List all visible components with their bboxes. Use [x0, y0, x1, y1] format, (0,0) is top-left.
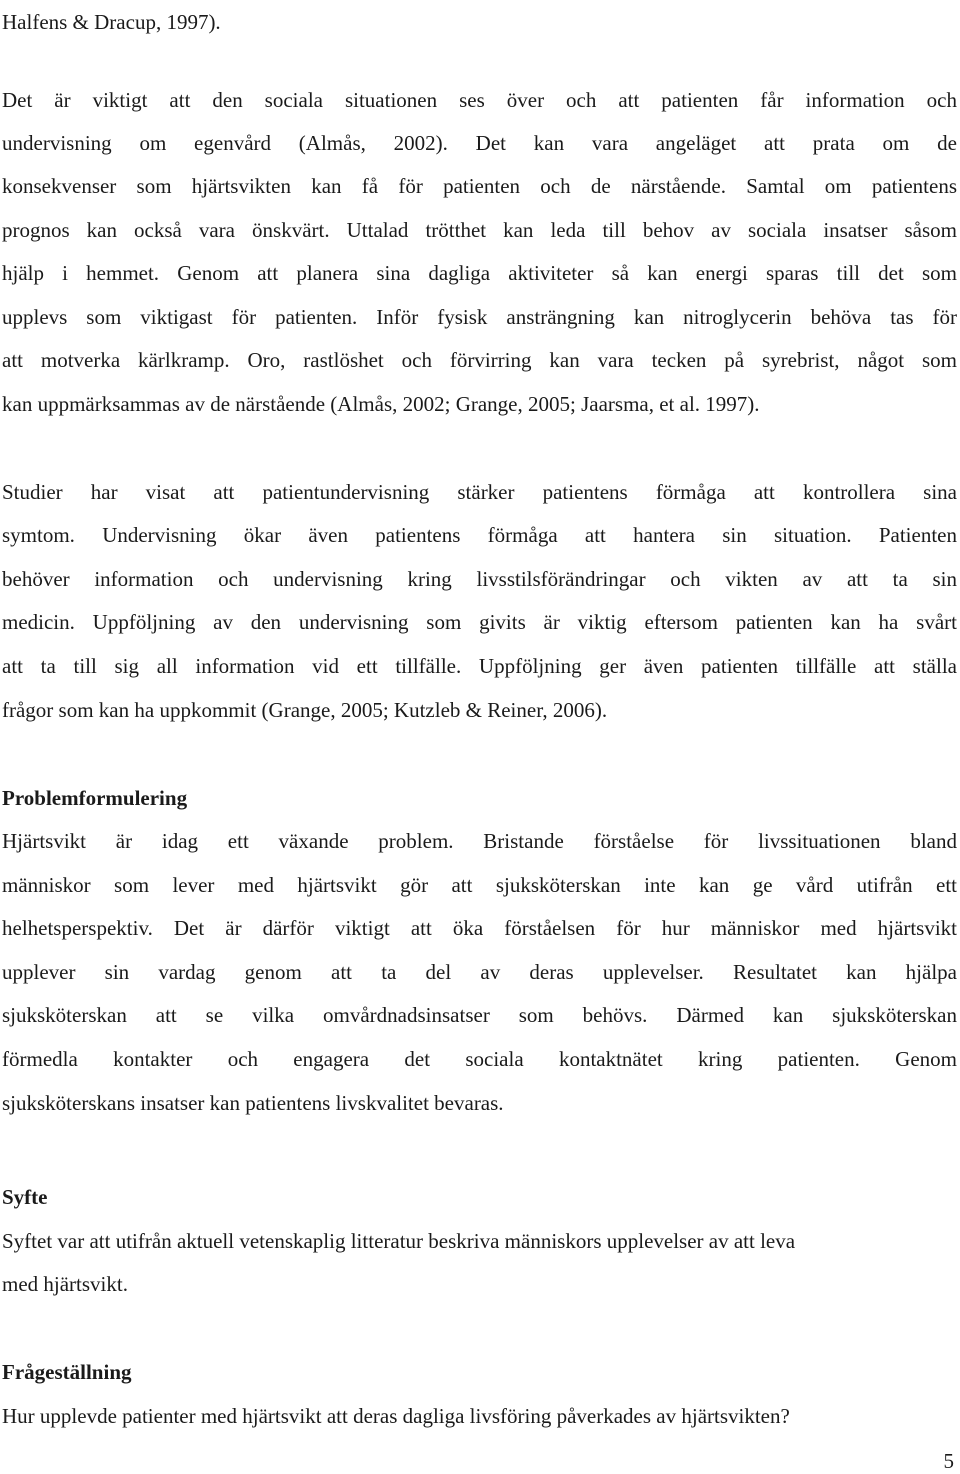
- paragraph-line: medicin. Uppföljning av den undervisning som givits är viktig eftersom patienten kan ha svårt: [2, 610, 957, 634]
- paragraph-line: prognos kan också vara önskvärt. Uttalad trötthet kan leda till behov av sociala insatser såsom: [2, 218, 957, 242]
- paragraph-line: sjuksköterskan att se vilka omvårdnadsinsatser som behövs. Därmed kan sjuksköterskan: [2, 1003, 957, 1027]
- paragraph-line: Hjärtsvikt är idag ett växande problem. Bristande förståelse för livssituationen bland: [2, 829, 957, 853]
- paragraph-line: förmedla kontakter och engagera det sociala kontaktnätet kring patienten. Genom: [2, 1047, 957, 1071]
- paragraph-line: kan uppmärksammas av de närstående (Almås, 2002; Grange, 2005; Jaarsma, et al. 1997).: [2, 392, 760, 416]
- paragraph-line: upplevs som viktigast för patienten. Inför fysisk ansträngning kan nitroglycerin behöva tas för: [2, 305, 957, 329]
- paragraph-line: Halfens & Dracup, 1997).: [2, 10, 221, 34]
- paragraph-line: att motverka kärlkramp. Oro, rastlöshet och förvirring kan vara tecken på syrebrist, något som: [2, 348, 957, 372]
- paragraph-line: människor som lever med hjärtsvikt gör att sjuksköterskan inte kan ge vård utifrån ett: [2, 873, 957, 897]
- paragraph-line: Det är viktigt att den sociala situationen ses över och att patienten får information och: [2, 88, 957, 112]
- paragraph-line: Hur upplevde patienter med hjärtsvikt att deras dagliga livsföring påverkades av hjärtsvikten?: [2, 1404, 790, 1428]
- section-heading: Frågeställning: [2, 1360, 132, 1384]
- paragraph-line: undervisning om egenvård (Almås, 2002). Det kan vara angeläget att prata om de: [2, 131, 957, 155]
- paragraph-line: sjuksköterskans insatser kan patientens livskvalitet bevaras.: [2, 1091, 504, 1115]
- paragraph-line: att ta till sig all information vid ett tillfälle. Uppföljning ger även patienten tillfälle att ställa: [2, 654, 957, 678]
- paragraph-line: konsekvenser som hjärtsvikten kan få för patienten och de närstående. Samtal om patientens: [2, 174, 957, 198]
- section-heading: Syfte: [2, 1185, 48, 1209]
- section-heading: Problemformulering: [2, 786, 188, 810]
- paragraph-line: Syftet var att utifrån aktuell vetenskaplig litteratur beskriva människors upplevelser av att leva: [2, 1229, 796, 1253]
- paragraph-line: med hjärtsvikt.: [2, 1272, 128, 1296]
- paragraph-line: hjälp i hemmet. Genom att planera sina dagliga aktiviteter så kan energi sparas till det som: [2, 261, 957, 285]
- paragraph-line: frågor som kan ha uppkommit (Grange, 2005; Kutzleb & Reiner, 2006).: [2, 698, 608, 722]
- paragraph-line: behöver information och undervisning kring livsstilsförändringar och vikten av att ta sin: [2, 567, 957, 591]
- paragraph-line: helhetsperspektiv. Det är därför viktigt att öka förståelsen för hur människor med hjärtsvikt: [2, 916, 957, 940]
- paragraph-line: Studier har visat att patientundervisning stärker patientens förmåga att kontrollera sina: [2, 480, 957, 504]
- page-number: 5: [943, 1449, 954, 1473]
- paragraph-line: symtom. Undervisning ökar även patientens förmåga att hantera sin situation. Patienten: [2, 523, 957, 547]
- paragraph-line: upplever sin vardag genom att ta del av deras upplevelser. Resultatet kan hjälpa: [2, 960, 957, 984]
